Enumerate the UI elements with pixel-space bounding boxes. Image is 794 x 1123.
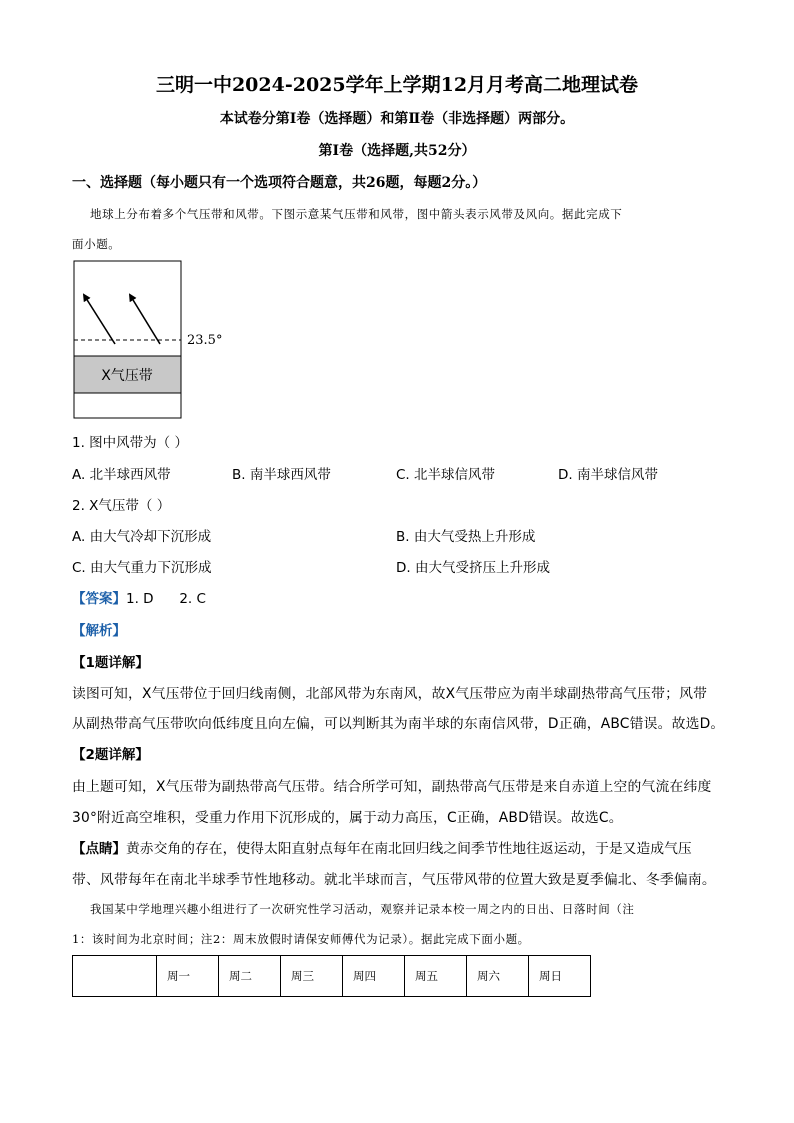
q1-detail-line1: 读图可知，X气压带位于回归线南侧，北部风带为东南风，故X气压带应为南半球副热带高气压带；风带 (72, 686, 708, 702)
answer-text: 1. D 2. C (126, 591, 206, 607)
question-2-option-c[interactable]: C. 由大气重力下沉形成 (72, 560, 212, 576)
q2-detail-label: 【2题详解】 (72, 747, 149, 763)
question-1-option-c[interactable]: C. 北半球信风带 (396, 467, 496, 483)
section2-intro-line2: 1：该时间为北京时间；注2：周末放假时请保安师傅代为记录）。据此完成下面小题。 (72, 932, 530, 946)
section2-intro-line1: 我国某中学地理兴趣小组进行了一次研究性学习活动，观察并记录本校一周之内的日出、日落时间（注 (90, 902, 635, 916)
question-1-option-d[interactable]: D. 南半球信风带 (558, 467, 658, 483)
tip-label: 【点睛】 (72, 841, 126, 857)
table-header-cell: 周四 (343, 956, 405, 997)
question-2-option-d[interactable]: D. 由大气受挤压上升形成 (396, 560, 550, 576)
intro-text-line1: 地球上分布着多个气压带和风带。下图示意某气压带和风带，图中箭头表示风带及风向。据此完成下 (90, 207, 623, 221)
latitude-label: 23.5° (187, 333, 223, 348)
question-2-option-a[interactable]: A. 由大气冷却下沉形成 (72, 529, 212, 545)
belt-label: X气压带 (101, 368, 153, 384)
question-2-stem: 2. X气压带（ ） (72, 498, 171, 514)
intro-text-line2: 面小题。 (72, 237, 121, 251)
table-corner-cell (73, 956, 157, 997)
table-header-cell: 周日 (529, 956, 591, 997)
q2-detail-line2: 30°附近高空堆积，受重力作用下沉形成的，属于动力高压，C正确，ABD错误。故选C。 (72, 810, 623, 826)
sunrise-sunset-table (72, 955, 591, 997)
pressure-belt-diagram (73, 260, 253, 420)
table-header-cell: 周五 (405, 956, 467, 997)
answer-block (72, 587, 206, 607)
page-title: 三明一中2024-2025学年上学期12月月考高二地理试卷 (155, 74, 639, 96)
q2-detail-line1: 由上题可知，X气压带为副热带高气压带。结合所学可知，副热带高气压带是来自赤道上空的气流在纬度 (72, 779, 712, 795)
question-2-option-b[interactable]: B. 由大气受热上升形成 (396, 529, 536, 545)
question-1-option-b[interactable]: B. 南半球西风带 (232, 467, 331, 483)
analysis-label: 【解析】 (72, 623, 126, 639)
answer-label: 【答案】 (72, 591, 126, 607)
tip-line1 (72, 837, 692, 857)
table-header-row (73, 956, 591, 997)
table-header-cell: 周三 (281, 956, 343, 997)
tip-line2: 带、风带每年在南北半球季节性地移动。就北半球而言，气压带风带的位置大致是夏季偏北、冬季偏南。 (72, 872, 716, 888)
page-subtitle: 本试卷分第Ⅰ卷（选择题）和第Ⅱ卷（非选择题）两部分。 (219, 111, 575, 127)
section-heading: 一、选择题（每小题只有一个选项符合题意，共26题，每题2分。） (72, 175, 487, 191)
q1-detail-line2: 从副热带高气压带吹向低纬度且向左偏，可以判断其为南半球的东南信风带，D正确，ABC错误。故选D。 (72, 716, 725, 732)
question-1-stem: 1. 图中风带为（ ） (72, 435, 188, 451)
table-header-cell: 周六 (467, 956, 529, 997)
q1-detail-label: 【1题详解】 (72, 655, 149, 671)
tip-text-line1: 黄赤交角的存在，使得太阳直射点每年在南北回归线之间季节性地往返运动，于是又造成气压 (126, 841, 692, 857)
volume-heading: 第Ⅰ卷（选择题,共52分） (318, 143, 476, 159)
table-header-cell: 周一 (157, 956, 219, 997)
question-1-option-a[interactable]: A. 北半球西风带 (72, 467, 171, 483)
table-header-cell: 周二 (219, 956, 281, 997)
